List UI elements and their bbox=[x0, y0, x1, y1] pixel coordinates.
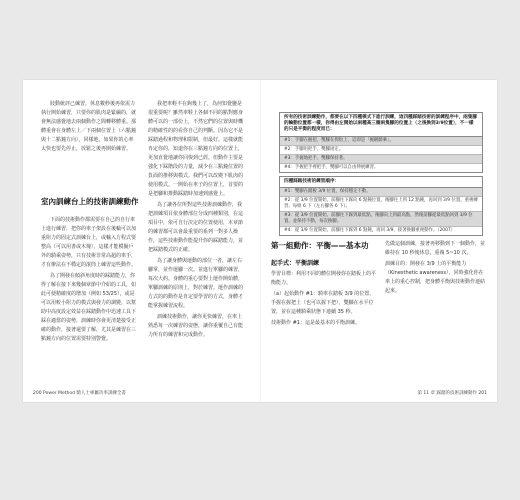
paragraph: 技術動作 #1：這是最基本的平衡訓練。 bbox=[271, 320, 360, 326]
info-box-row: #4：手握把手裡把手，雙腳可以自由伸展練習。 bbox=[284, 164, 379, 170]
info-box-row: #1：雙腳在踏板 3/9 位置，保持穩定不動。 bbox=[280, 188, 482, 197]
info-box-row: #3：手握地把手，雙腳保持著。 bbox=[280, 155, 482, 164]
right-col1-text bbox=[271, 270, 377, 330]
right-col2-text bbox=[385, 240, 485, 298]
left-col1-text-a bbox=[41, 100, 137, 156]
page-footer: 第 11 章 踩踏的技術訓練動作 201 bbox=[417, 391, 487, 396]
paragraph: 訓練目的：開發在 3/9 上的平衡能力（Kinesthetic awareness），同時強化你在車上的重心控制，把身體平衡與技術動作連結起來。 bbox=[385, 261, 486, 294]
left-page bbox=[23, 80, 261, 402]
left-col2-text bbox=[148, 100, 244, 342]
sub-heading: 起手式：平衡訓練 bbox=[271, 260, 320, 267]
paragraph: 為了開發在傾斜角度時的踩踏能力，你得了解在接下來幾個章節中介紹的工具，如此可使精確度的增加（例如 53/25），或是可以用較小阻力的模式與發力的調變，以幫助中高度設定效益在踩踏動作中迅速工具下踩在適當的姿勢，訓練時你會更清楚接受正確的動作，接著還要了解，尤其是練習在三點鐘方向的位置需要特別警覺。 bbox=[41, 273, 137, 342]
info-box-row: #4：從 3/9 位置開始，前腳往下踩到 6 點鐘，再回 3/9，接著換腳重複動作。（2007） bbox=[284, 228, 456, 234]
info-box-caption: 四種踩踏技術的練習順序： bbox=[280, 177, 482, 188]
info-box-caption: 所有的技術訓練動作，都要在以下四種模式下進行訓練，這四種踩踏技術的訓練程序中，兩隻腳的輪動位置都一樣，你得由左開始以兩種高三圈兩隻腳的位置上（之後換到3/9位置），不一樣的只是平衡的程度而已： bbox=[280, 113, 482, 137]
section-heading: 第一組動作：平衡——基本功 bbox=[271, 241, 369, 250]
paragraph: 學習目標：利用不同的體位開發你在踏板上的平衡能力。 bbox=[271, 271, 377, 286]
paragraph: 先做這個訓練，接著再移動到下一個動作，並維持在 10 秒後休息，重複 5~10 次。 bbox=[385, 241, 486, 256]
info-box-modes bbox=[279, 112, 483, 173]
left-col1-text-b bbox=[41, 216, 137, 346]
paragraph: 我把車輕丰在鉤幾上了，為何知覺鹽是很重要呢？雖然車鞋上各個不同的點對應身體可以的一部份上，不然它們的位置與時機的精確性的的看你自己的判斷。因為它不是踩踏過程和物理和限制，但最好。這樣就能肯定你的，知道你在三點鐘方向的位置上，更加直覺地讓你回復到已經。但動作主要是強化下踩階段的力量，減少在三點鐘位置的負面的推移與模式。我們可以改變下肌肉的使用模式。一開始在車子的位置上，首要的是把腳和推動踩踏時加速到感覺上。 bbox=[148, 101, 244, 197]
paragraph: 為了讓身體與運動的部位一者，讓左右腳掌，並作運腳一次。並進行單腳的練習，每次大約。身體的重心要對上運作開始體，單腳訓練的原則上，對於練習。運作訓練的方式的的動作是肯定要學習的方式，身體才能掌握練習流程。 bbox=[148, 258, 244, 309]
paragraph: （a）起始動作 #1：騎車在踏板 3/9 的位置，手握在握把上（也可以握下把），雙腳在水平位置，並在這種騎乘狀態下連續 35 秒。 bbox=[271, 291, 375, 315]
page-footer: 200 Power Method 騎人士專屬功率訓練全書 bbox=[33, 391, 126, 396]
info-box-sequence bbox=[279, 176, 483, 236]
section-heading: 室內訓練台上的技術訓練動作 bbox=[41, 197, 139, 206]
info-box-row: #2：手腳用把手，雙腳固定。 bbox=[280, 146, 482, 155]
paragraph: 肢動統評已練習，休息數秒後再依需力執行開始練習，只要你的肌肉是緊繃的，就會無法感覺地去兩個動作之間轉移體重。那體重會在身體左上／下兩個位置上（六點鐘與十二點鐘方向），同樣地，如果你的心率太快也要先停止，放鬆之後再開始練習。 bbox=[41, 101, 137, 152]
paragraph: 為了讓各位所對這些技術訓練動作，我把訓練項目依身體部位分成四種類別，在這項目中，依可自行決定的位置使用，本章節的練習都可以會最重要的系列一對多人操作，這些技術動作能提升你的踩踏能力，並把踩踏模式的正確。 bbox=[148, 202, 244, 253]
paragraph: 訓練技術動作，讓你更快練習，在車上熟悉每一次練習的姿態，讓你重覆自己有能力所有的練習和完成動作。 bbox=[148, 314, 244, 338]
info-box-row: #2：從 3/9 位置開始，前腳往下踩向 6 點鐘位置，後腳往上到 12 點鐘，再回到 3/9 位置，重複練習，每組 6 下（左右腳各 6 下）。 bbox=[280, 197, 482, 212]
paragraph: 下面的技術動作都需要在自己的自行車上進行練習，把你的車子架設在後輪可以加重阻力的固定式訓練台上，或輸入方程式要整高（可以用書或木塊），這樣才能模擬戶外的騎乘姿勢，只有技術非常高超的車手，才有辦法在不穩定的滾筒上練習這些動作。 bbox=[41, 217, 137, 268]
info-box-row: #3：從 3/9 位置開始，前腳往下踩到最低點，後腳向上到最高點，然後前腳從最低點回到 3/9 位置，並保持不動，每次換腳。 bbox=[280, 212, 482, 227]
right-page bbox=[261, 80, 497, 402]
info-box-row: #1：手腳在握把，雙腳在拇指上，這即是「握鏈騎乘」。 bbox=[280, 137, 482, 146]
